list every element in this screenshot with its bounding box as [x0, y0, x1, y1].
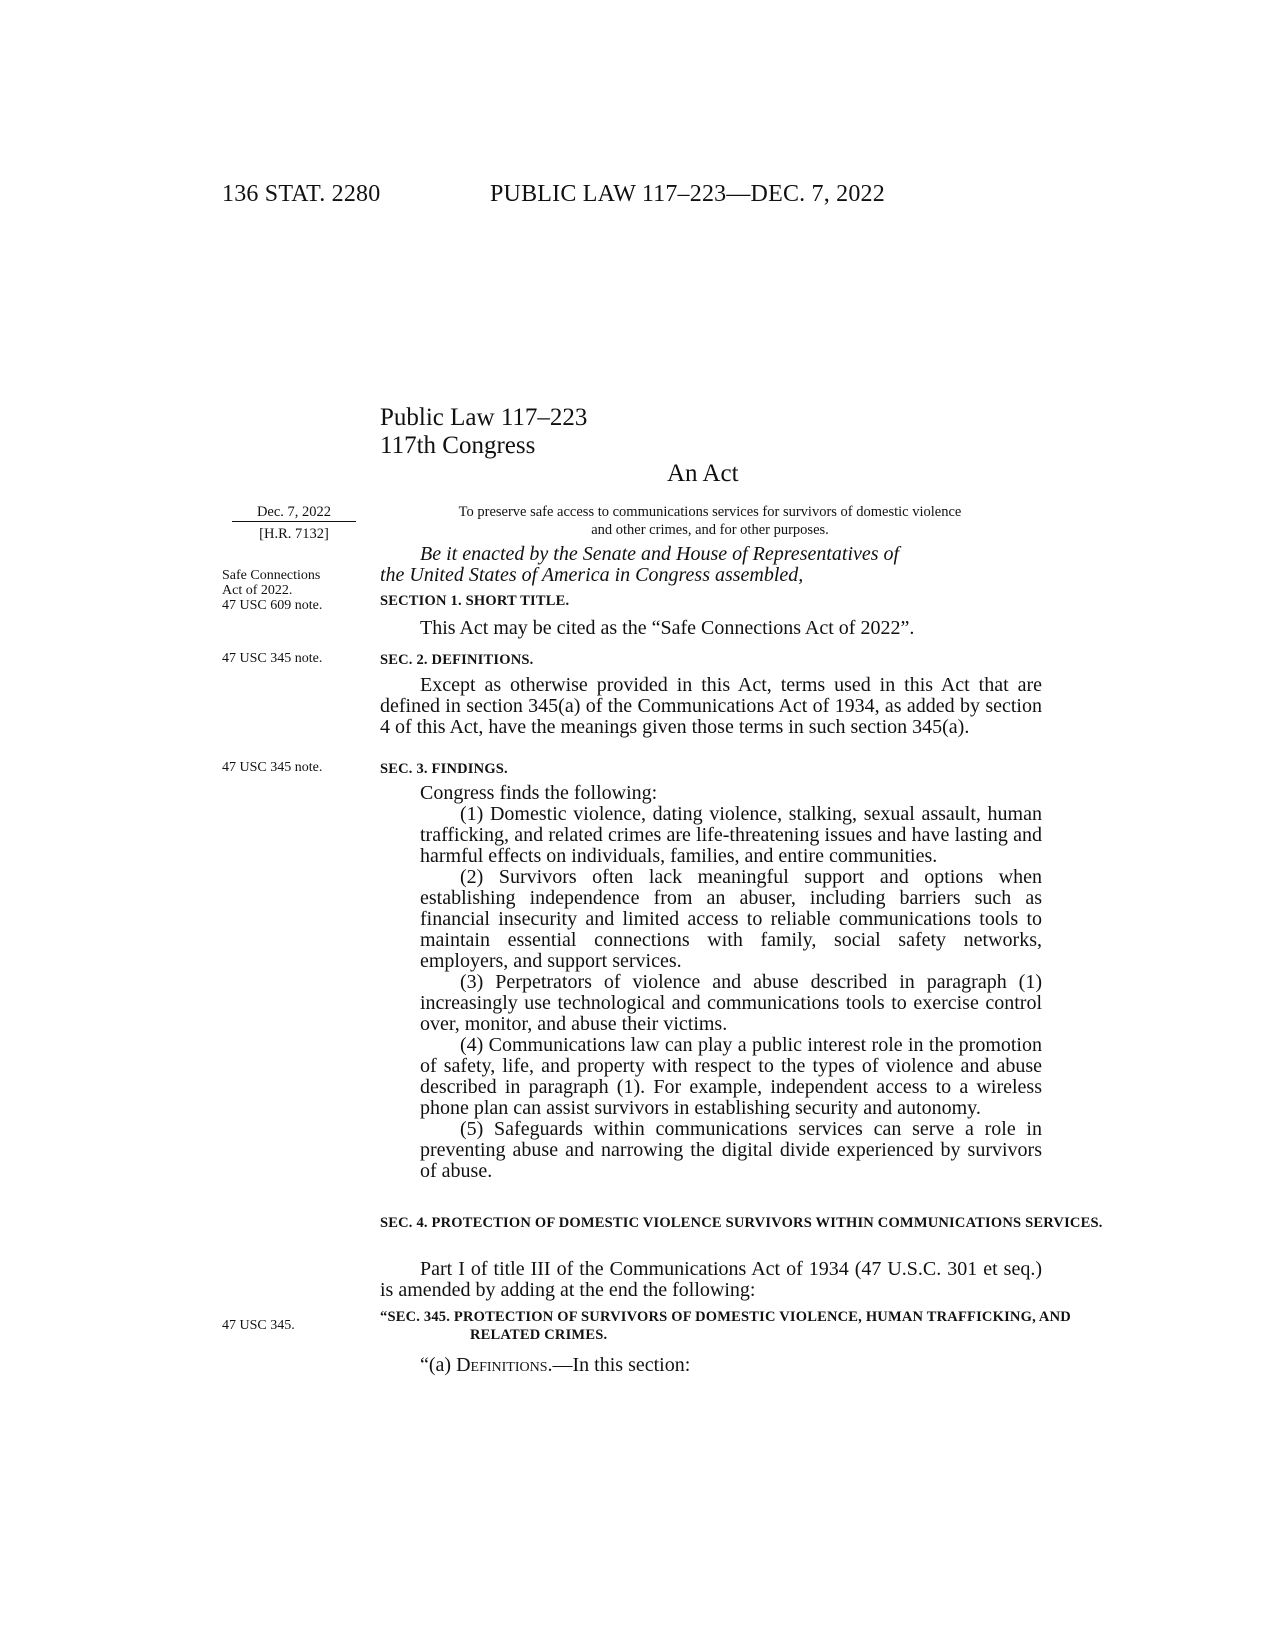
section-2-text: Except as otherwise provided in this Act, terms used in this Act that are defined in section 345(a) of the Communications Act of 1934, as added by section 4 of this Act, have the meanings given those terms in such section 345(a).	[380, 674, 1042, 738]
enactment-box	[232, 503, 356, 540]
margin-note-sec2: 47 USC 345 note.	[222, 651, 323, 666]
findings-intro: Congress finds the following:	[420, 782, 658, 804]
margin-note-line: 47 USC 609 note.	[222, 598, 323, 613]
finding-text: (4) Communications law can play a public interest role in the promotion of safety, life, and property with respect to the types of violence and abuse described in paragraph (1). For example, independent access to a wireless phone plan can assist survivors in establishing security and autonomy.	[420, 1034, 1042, 1119]
subsection-a-definitions	[380, 1355, 1082, 1376]
section-4-heading: SEC. 4. PROTECTION OF DOMESTIC VIOLENCE SURVIVORS WITHIN COMMUNICATIONS SERVICES.	[380, 1215, 1103, 1231]
long-title-line-1: To preserve safe access to communications services for survivors of domestic violence	[458, 504, 962, 520]
subsection-a-text: .—In this section:	[547, 1354, 691, 1376]
section-4-text: Part I of title III of the Communications Act of 1934 (47 U.S.C. 301 et seq.) is amended by adding at the end the following:	[380, 1258, 1042, 1301]
finding-text: (1) Domestic violence, dating violence, stalking, sexual assault, human trafficking, and related crimes are life-threatening issues and have lasting and harmful effects on individuals, families, and entire communities.	[420, 803, 1042, 867]
congress-number: 117th Congress	[380, 432, 536, 459]
subsection-a-prefix: “(a)	[420, 1354, 457, 1376]
finding-text: (3) Perpetrators of violence and abuse described in paragraph (1) increasingly use technological and communications tools to exercise control over, monitor, and abuse their victims.	[420, 971, 1042, 1035]
subsection-a-heading: Definitions	[456, 1354, 548, 1376]
finding-paragraph-3	[380, 972, 1042, 1035]
act-heading: An Act	[667, 460, 739, 487]
margin-note-short-title	[222, 568, 322, 613]
margin-note-sec3: 47 USC 345 note.	[222, 760, 323, 775]
section-1-heading: SECTION 1. SHORT TITLE.	[380, 593, 570, 609]
finding-paragraph-1	[380, 804, 1042, 867]
title-block	[380, 404, 587, 460]
running-head: PUBLIC LAW 117–223—DEC. 7, 2022	[490, 181, 885, 207]
section-3-body	[380, 783, 1042, 1182]
section-1-text: This Act may be cited as the “Safe Connections Act of 2022”.	[420, 617, 915, 639]
enactment-date: Dec. 7, 2022	[232, 503, 356, 522]
page-stat-citation: 136 STAT. 2280	[222, 181, 381, 207]
public-law-number: Public Law 117–223	[380, 404, 588, 431]
section-345-heading: “SEC. 345. PROTECTION OF SURVIVORS OF DOMESTIC VIOLENCE, HUMAN TRAFFICKING, AND RELATED CRIMES.	[380, 1309, 1071, 1343]
finding-text: (5) Safeguards within communications services can serve a role in preventing abuse and narrowing the digital divide experienced by survivors of abuse.	[420, 1118, 1042, 1182]
finding-paragraph-5	[380, 1119, 1042, 1182]
margin-note-sec345: 47 USC 345.	[222, 1318, 295, 1333]
finding-paragraph-2	[380, 867, 1042, 972]
long-title	[380, 503, 1040, 539]
margin-note-line: Act of 2022.	[222, 583, 293, 598]
enacting-clause-line-1: Be it enacted by the Senate and House of Representatives of	[420, 543, 900, 565]
section-3-heading: SEC. 3. FINDINGS.	[380, 761, 508, 777]
enacting-clause-line-2: the United States of America in Congress assembled,	[380, 564, 804, 586]
bill-number: [H.R. 7132]	[259, 526, 329, 542]
long-title-line-2: and other crimes, and for other purposes.	[591, 522, 829, 538]
finding-paragraph-4	[380, 1035, 1042, 1119]
margin-note-line: Safe Connections	[222, 568, 321, 583]
enacting-clause	[380, 544, 1042, 586]
finding-text: (2) Survivors often lack meaningful support and options when establishing independence from an abuser, including barriers such as financial insecurity and limited access to reliable communications tools to maintain essential connections with family, social safety networks, employers, and support services.	[420, 866, 1042, 972]
section-2-heading: SEC. 2. DEFINITIONS.	[380, 652, 534, 668]
